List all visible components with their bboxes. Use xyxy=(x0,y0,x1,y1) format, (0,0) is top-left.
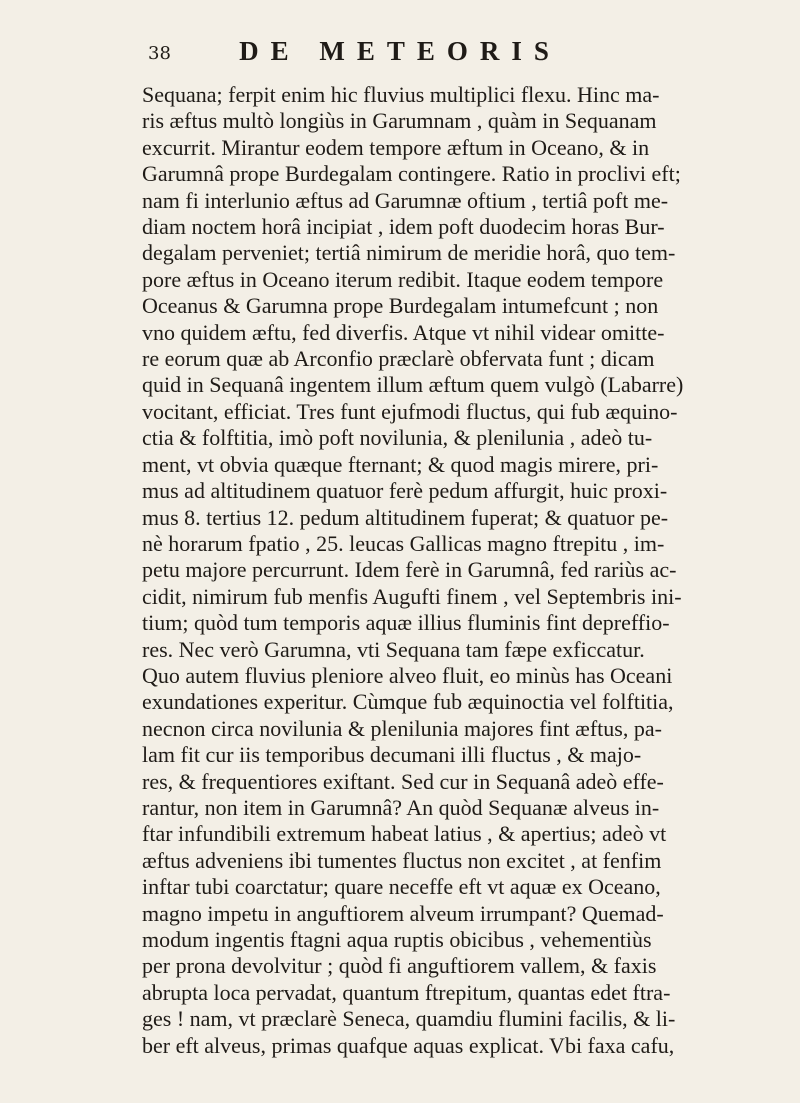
text-line: re eorum quæ ab Arconfio præclarè obfervata funt ; dicam xyxy=(142,346,655,372)
text-line: Oceanus & Garumna prope Burdegalam intumefcunt ; non xyxy=(142,293,659,319)
text-line: ftar infundibili extremum habeat latius , & apertius; adeò vt xyxy=(142,821,667,847)
text-line: pore æftus in Oceano iterum redibit. Itaque eodem tempore xyxy=(142,266,664,292)
text-line: mus ad altitudinem quatuor ferè pedum affurgit, huic proxi- xyxy=(142,478,668,504)
text-line: petu majore percurrunt. Idem ferè in Garumnâ, fed rariùs ac- xyxy=(142,557,677,583)
text-line: Sequana; ferpit enim hic fluvius multiplici flexu. Hinc ma- xyxy=(142,82,660,107)
text-line: Garumnâ prope Burdegalam contingere. Ratio in proclivi eft; xyxy=(142,161,681,187)
text-line: vno quidem æftu, fed diverfis. Atque vt nihil videar omitte- xyxy=(142,319,665,345)
text-line: abrupta loca pervadat, quantum ftrepitum, quantas edet ftra- xyxy=(142,979,671,1005)
running-head: DE METEORIS xyxy=(239,36,561,66)
text-line: per prona devolvitur ; quòd fi anguftiorem vallem, & faxis xyxy=(142,953,657,979)
text-line: tium; quòd tum temporis aquæ illius fluminis fint depreffio- xyxy=(142,610,670,636)
text-line: vocitant, efficiat. Tres funt ejufmodi fluctus, qui fub æquino- xyxy=(142,398,678,424)
text-line: inftar tubi coarctatur; quare neceffe eft vt aquæ ex Oceano, xyxy=(142,874,661,900)
text-line: res, & frequentiores exiftant. Sed cur in Sequanâ adeò effe- xyxy=(142,768,664,794)
text-line: ber eft alveus, primas quafque aquas explicat. Vbi faxa cafu, xyxy=(142,1032,675,1058)
page-number: 38 xyxy=(148,43,171,64)
text-line: excurrit. Mirantur eodem tempore æftum in Oceano, & in xyxy=(142,134,650,160)
text-line: modum ingentis ftagni aqua ruptis obicibus , vehementiùs xyxy=(142,927,652,952)
text-line: ris æftus multò longiùs in Garumnam , quàm in Sequanam xyxy=(142,108,657,134)
text-line: magno impetu in anguftiorem alveum irrumpant? Quemad- xyxy=(142,900,664,926)
text-line: lam fit cur iis temporibus decumani illi fluctus , & majo- xyxy=(142,742,642,768)
text-line: exundationes experitur. Cùmque fub æquinoctia vel folftitia, xyxy=(142,689,674,715)
text-line: mus 8. tertius 12. pedum altitudinem fuperat; & quatuor pe- xyxy=(142,504,669,530)
text-line: necnon circa novilunia & plenilunia majores fint æftus, pa- xyxy=(142,715,662,741)
text-line: Quo autem fluvius pleniore alveo fluit, eo minùs has Oceani xyxy=(142,662,673,688)
text-line: ment, vt obvia quæque fternant; & quod magis mirere, pri- xyxy=(142,451,659,477)
text-line: æftus adveniens ibi tumentes fluctus non excitet , at fenfim xyxy=(142,847,662,873)
page-header xyxy=(70,30,730,66)
text-line: nè horarum fpatio , 25. leucas Gallicas magno ftrepitu , im- xyxy=(142,530,665,556)
text-line: diam noctem horâ incipiat , idem poft duodecim horas Bur- xyxy=(142,214,665,240)
text-line: ges ! nam, vt præclarè Seneca, quamdiu flumini facilis, & li- xyxy=(142,1006,676,1032)
text-line: cidit, nimirum fub menfis Augufti finem , vel Septembris ini- xyxy=(142,583,682,609)
text-line: rantur, non item in Garumnâ? An quòd Sequanæ alveus in- xyxy=(142,794,660,820)
text-line: nam fi interlunio æftus ad Garumnæ oftium , tertiâ poft me- xyxy=(142,187,669,213)
text-line: ctia & folftitia, imò poft novilunia, & plenilunia , adeò tu- xyxy=(142,425,653,451)
text-line: degalam perveniet; tertiâ nimirum de meridie horâ, quo tem- xyxy=(142,240,676,266)
body-text xyxy=(142,82,800,1059)
text-line: quid in Sequanâ ingentem illum æftum quem vulgò (Labarre) xyxy=(142,372,684,398)
text-line: res. Nec verò Garumna, vti Sequana tam fæpe exficcatur. xyxy=(142,636,645,662)
